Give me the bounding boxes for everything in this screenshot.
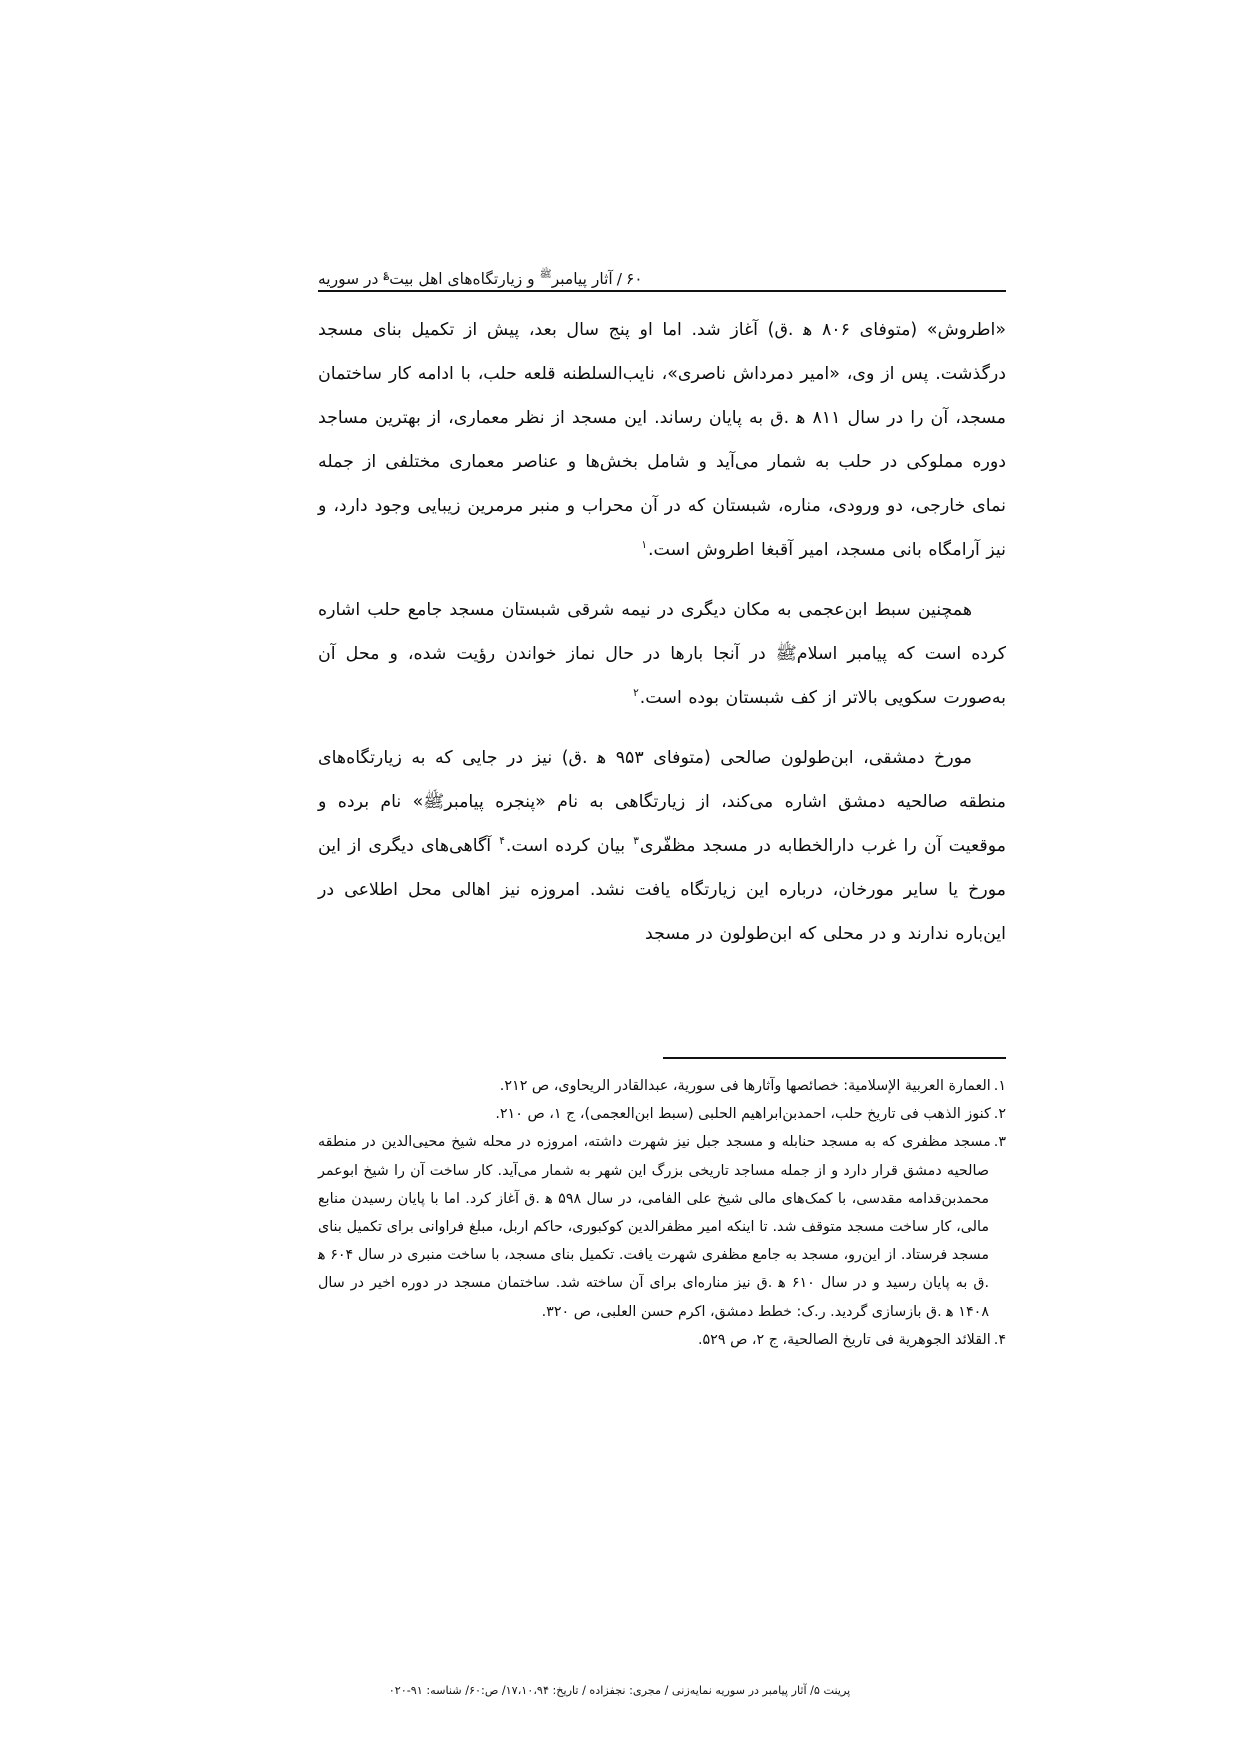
footnote-text: کنوز الذهب فی تاریخ حلب، احمدبن‌ابراهیم الحلبی (سبط ابن‌العجمی)، ج ۱، ص ۲۱۰. <box>495 1106 991 1123</box>
footnote-item <box>318 1326 1006 1354</box>
running-head-rule <box>318 290 1006 292</box>
paragraph-3-segment-1: مورخ دمشقی، ابن‌طولون صالحی (متوفای ۹۵۳ ه‍ .ق) نیز در جایی که به زیارتگاه‌های منطقه صالحیه دمشق اشاره می‌کند، از زیارتگاهی به نام «پنجره پیامبرﷺ» نام برده و موقعیت آن را غرب دارالخطابه در مسجد مظفّری <box>318 748 1006 856</box>
footnote-ref-3[interactable]: ۳ <box>633 835 639 848</box>
running-head-title-part-2: و زیارتگاه‌های اهل بیت <box>389 270 535 289</box>
footnote-number: ۴. <box>993 1331 1006 1348</box>
footnote-ref-1[interactable]: ۱ <box>641 539 647 552</box>
paragraph-3 <box>318 736 1006 956</box>
paragraph-3-segment-3: آگاهی‌های دیگری از این مورخ یا سایر مورخان، درباره این زیارتگاه یافت نشد. امروزه نیز اهالی محل اطلاعی در این‌باره ندارند و در محلی که ابن‌طولون در مسجد <box>318 836 1006 944</box>
paragraph-2 <box>318 588 1006 720</box>
folio-number: ۶۰ <box>625 270 643 289</box>
footnote-item <box>318 1072 1006 1100</box>
paragraph-1-text: «اطروش» (متوفای ۸۰۶ ه‍ .ق) آغاز شد. اما او پنج سال بعد، پیش از تکمیل بنای مسجد درگذشت. پس از وی، «امیر دمرداش ناصری»، نایب‌السلطنه قلعه حلب، با ادامه کار ساختمان مسجد، آن را در سال ۸۱۱ ه‍ .ق به پایان رساند. این مسجد از نظر معماری، از بهترین مساجد دوره مملوکی در حلب به شمار می‌آید و شامل بخش‌ها و عناصر معماری مختلفی از جمله نمای خارجی، دو ورودی، مناره، شبستان که در آن محراب و منبر مرمرین زیبایی وجود دارد، و نیز آرامگاه بانی مسجد، امیر آقبغا اطروش است. <box>318 320 1006 560</box>
running-head-title-part-3: در سوریه <box>318 270 379 289</box>
footnote-ref-4[interactable]: ۴ <box>499 835 505 848</box>
ahlulbayt-honorific-icon: ؏ <box>383 269 390 280</box>
paragraph-2-text: همچنین سبط ابن‌عجمی به مکان دیگری در نیمه شرقی شبستان مسجد جامع حلب اشاره کرده است که پیامبر اسلامﷺ در آنجا بارها در حال نماز خواندن رؤیت شده، و محل آن به‌صورت سکویی بالاتر از کف شبستان بوده است. <box>318 600 1006 708</box>
footnote-text: العمارة العربیة الإسلامیة: خصائصها وآثارها فی سوریة، عبدالقادر الریحاوی، ص ۲۱۲. <box>499 1078 991 1094</box>
footnote-text: القلائد الجوهریة فی تاریخ الصالحیة، ج ۲، ص ۵۲۹. <box>697 1331 991 1348</box>
running-head-title-part-1: آثار پیامبر <box>551 270 613 289</box>
footnotes-block <box>318 1072 1006 1354</box>
footnote-item <box>318 1100 1006 1128</box>
footnote-number: ۳. <box>993 1134 1006 1151</box>
footnote-text: مسجد مظفری که به مسجد حنابله و مسجد جبل نیز شهرت داشته، امروزه در محله شیخ محیی‌الدین در منطقه صالحیه دمشق قرار دارد و از جمله مساجد تاریخی بزرگ این شهر به شمار می‌آید. کار ساخت آن را شیخ ابوعمر محمدبن‌قدامه مقدسی، با کمک‌های مالی شیخ علی الفامی، در سال ۵۹۸ ه‍ .ق آغاز کرد. اما با پایان رسیدن منابع مالی، کار ساخت مسجد متوقف شد. تا اینکه امیر مظفرالدین کوکبوری، حاکم اربل، مبلغ فراوانی برای تکمیل بنای مسجد فرستاد. از این‌رو، مسجد به جامع مظفری شهرت یافت. تکمیل بنای مسجد، با ساخت منبری در سال ۶۰۴ ه‍ .ق به پایان رسید و در سال ۶۱۰ ه‍ .ق نیز مناره‌ای برای آن ساخته شد. ساختمان مسجد در دوره اخیر در سال ۱۴۰۸ ه‍ .ق بازسازی گردید. ر.ک: خطط دمشق، اکرم حسن العلبی، ص ۳۲۰. <box>318 1134 991 1320</box>
footnote-item <box>318 1128 1006 1325</box>
body-text-column <box>318 308 1006 956</box>
footnote-separator-rule <box>663 1057 1006 1059</box>
footnote-ref-2[interactable]: ۲ <box>633 687 639 700</box>
prophet-honorific-icon: ﷺ <box>539 269 552 280</box>
footnote-number: ۲. <box>993 1106 1006 1123</box>
footnote-number: ۱. <box>993 1078 1006 1094</box>
running-head-separator: / <box>616 270 622 289</box>
paragraph-1 <box>318 308 1006 572</box>
production-slug: پرینت ۵/ آثار پیامبر در سوریه نمایه‌زنی / مجری: نجفزاده / تاریخ: ۱۷،۱۰،۹۴/ ص:۶۰/ شناسه: ۹۱-۰۲۰ <box>388 1684 851 1697</box>
running-head <box>318 268 1006 291</box>
paragraph-3-segment-2: بیان کرده است. <box>505 836 633 856</box>
